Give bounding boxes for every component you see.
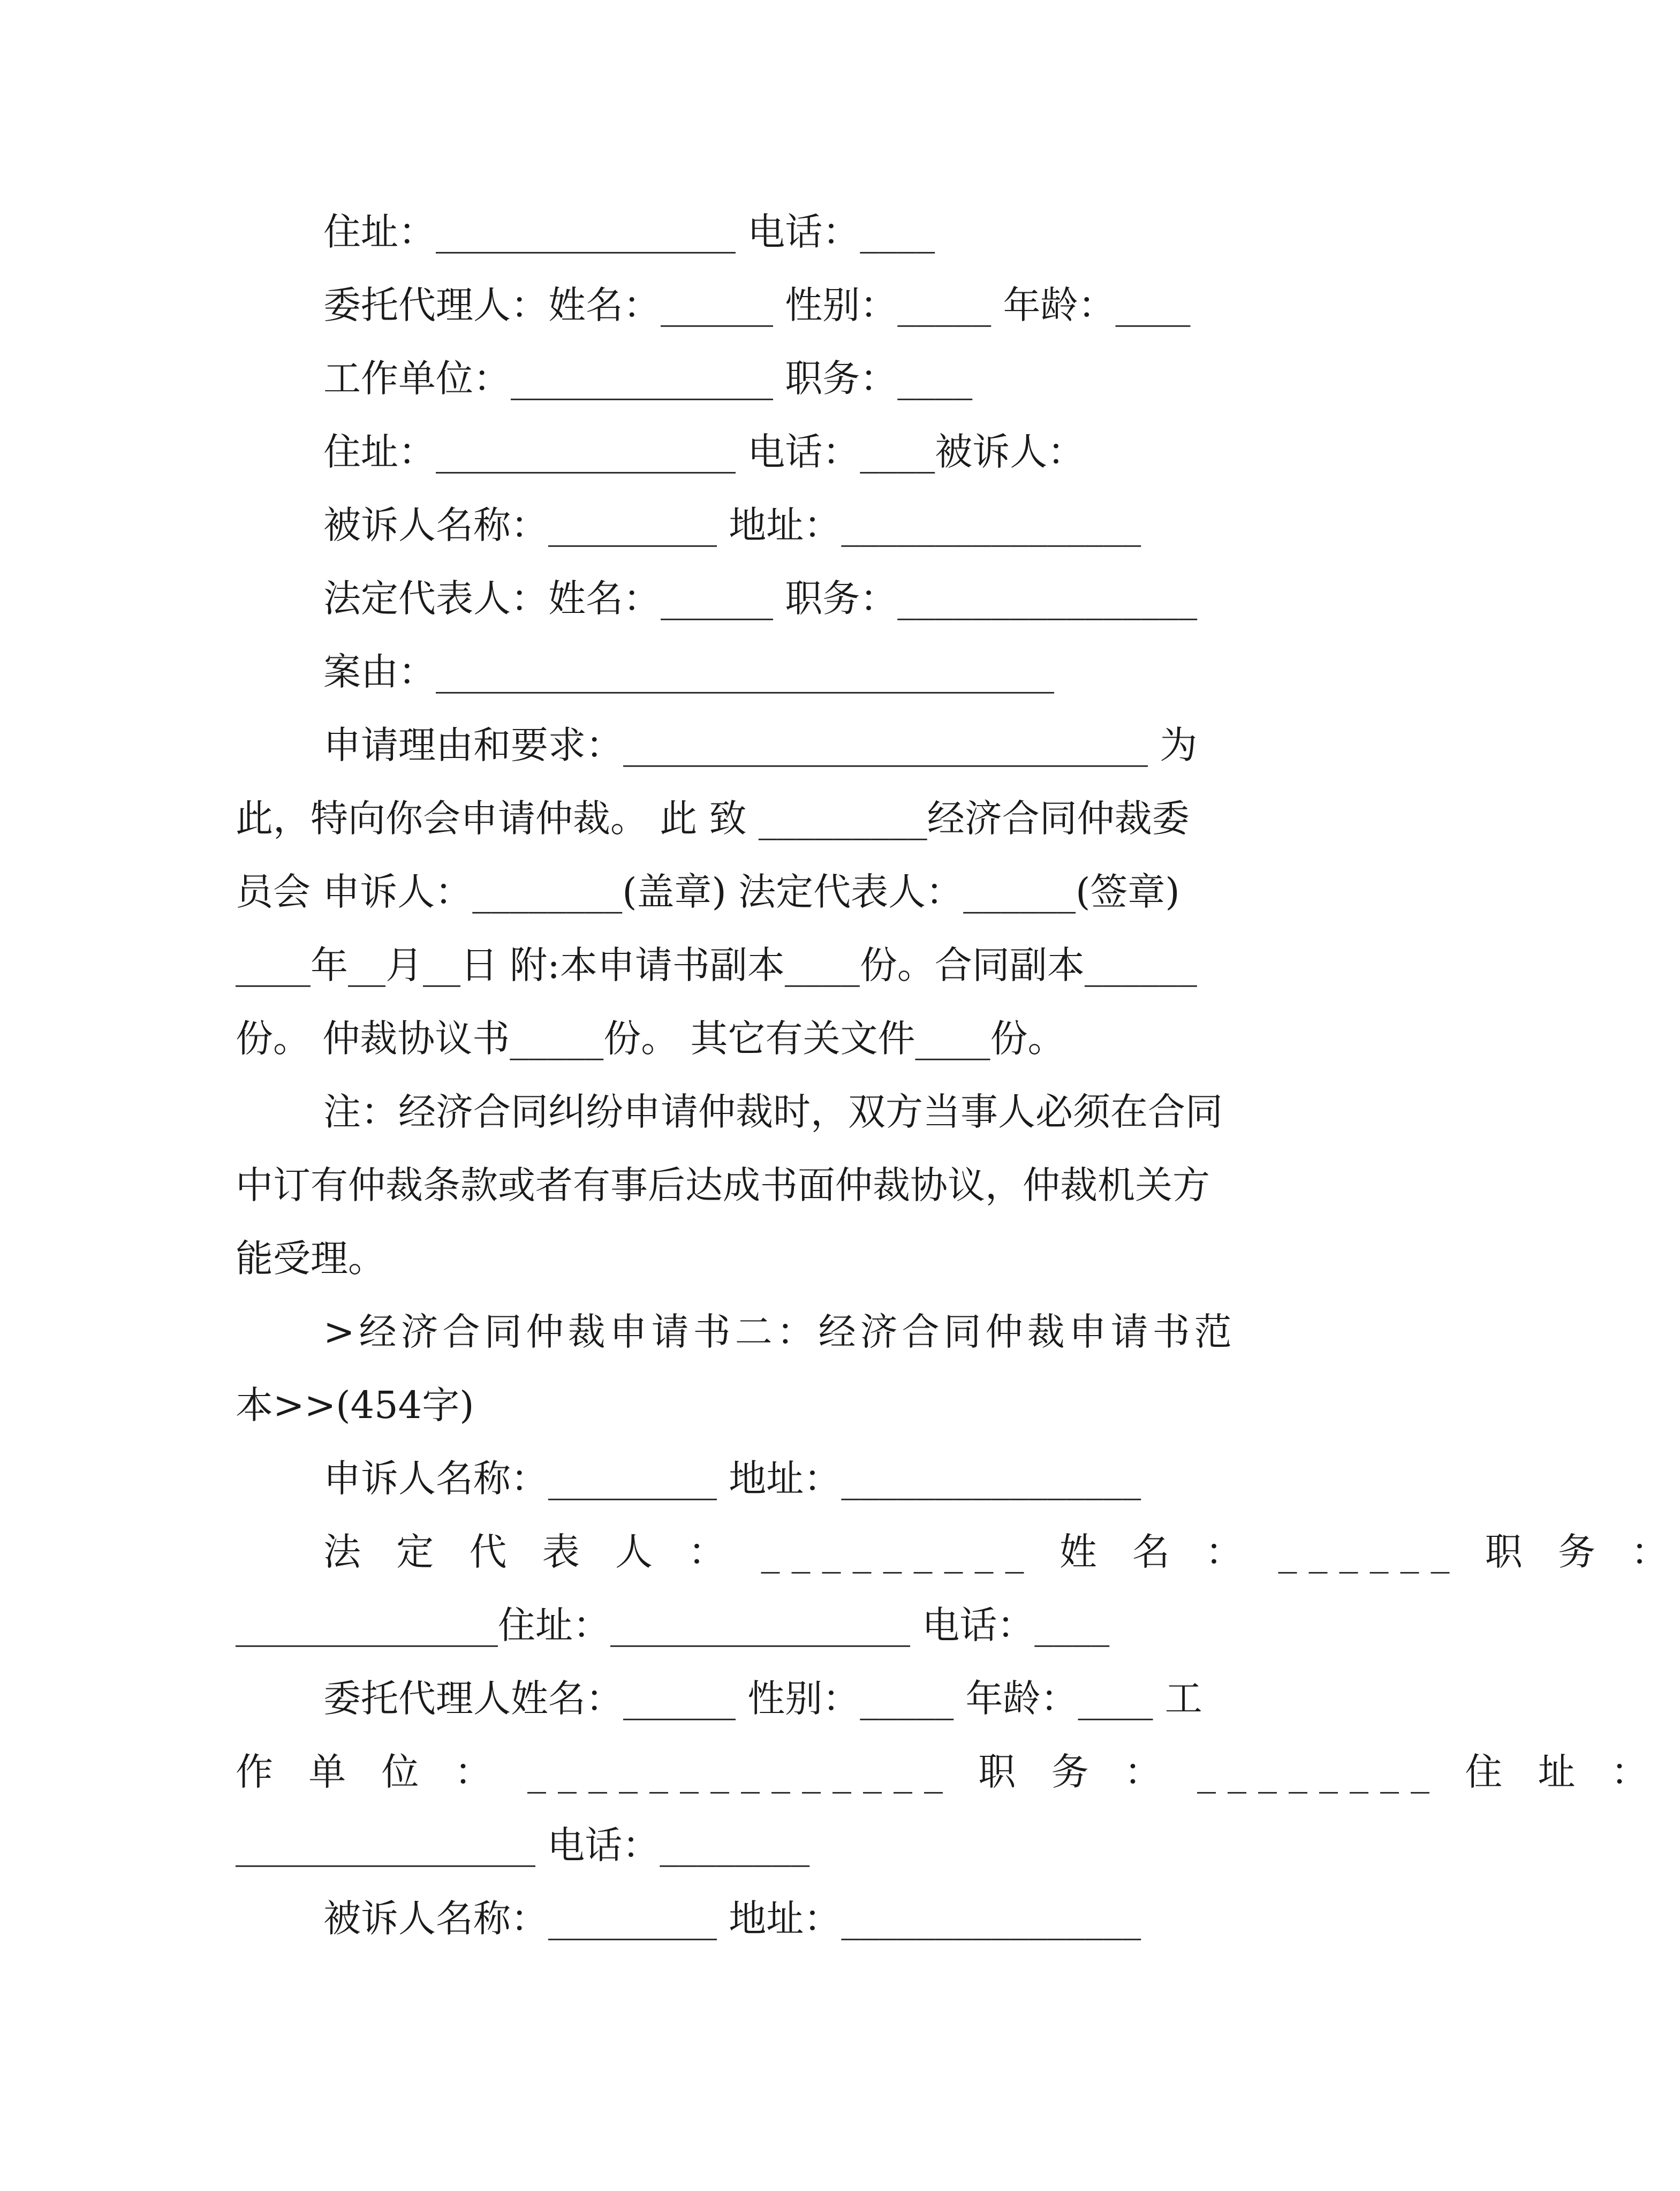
- text-line: ______________住址：________________ 电话：____: [236, 1603, 1110, 1647]
- text-line: 能受理。: [236, 1237, 385, 1280]
- text-line: 委托代理人：姓名：______ 性别：_____ 年龄：____: [323, 283, 1191, 327]
- text-line: 中订有仲裁条款或者有事后达成书面仲裁协议，仲裁机关方: [236, 1163, 1210, 1207]
- text-line: 法 定 代 表 人 ： _________ 姓 名 ： ______ 职 务 ：: [323, 1530, 1680, 1574]
- section-heading: >经济合同仲裁申请书二：经济合同仲裁申请书范: [323, 1310, 1236, 1354]
- text-line: 住址：________________ 电话：____被诉人：: [323, 430, 1085, 474]
- text-line: 被诉人名称：_________ 地址：________________: [323, 1897, 1141, 1940]
- text-line: 申诉人名称：_________ 地址：________________: [323, 1457, 1141, 1500]
- text-line: 住址：________________ 电话：____: [323, 210, 935, 254]
- text-line: ____年__月__日 附:本申请书副本____份。合同副本______: [236, 943, 1197, 987]
- text-line: 委托代理人姓名：______ 性别：_____ 年龄：____ 工: [323, 1677, 1202, 1720]
- text-line: 份。 仲裁协议书_____份。 其它有关文件____份。: [236, 1017, 1065, 1060]
- text-line: 注：经济合同纠纷申请仲裁时，双方当事人必须在合同: [323, 1090, 1223, 1134]
- text-line: 此，特向你会申请仲裁。 此 致 _________经济合同仲裁委: [236, 797, 1190, 840]
- text-line: 作 单 位 ： ______________ 职 务 ： ________ 住 址 ：: [236, 1750, 1660, 1794]
- text-line: 员会 申诉人：________(盖章) 法定代表人：______(签章): [236, 870, 1180, 914]
- section-heading-cont: 本>>(454字): [236, 1383, 474, 1427]
- text-line: 案由：_________________________________: [323, 650, 1054, 694]
- text-line: 被诉人名称：_________ 地址：________________: [323, 503, 1141, 547]
- text-line: 法定代表人：姓名：______ 职务：________________: [323, 577, 1198, 620]
- text-line: ________________ 电话：________: [236, 1823, 810, 1867]
- text-line: 申请理由和要求：____________________________ 为: [323, 723, 1198, 767]
- text-line: 工作单位：______________ 职务：____: [323, 357, 973, 400]
